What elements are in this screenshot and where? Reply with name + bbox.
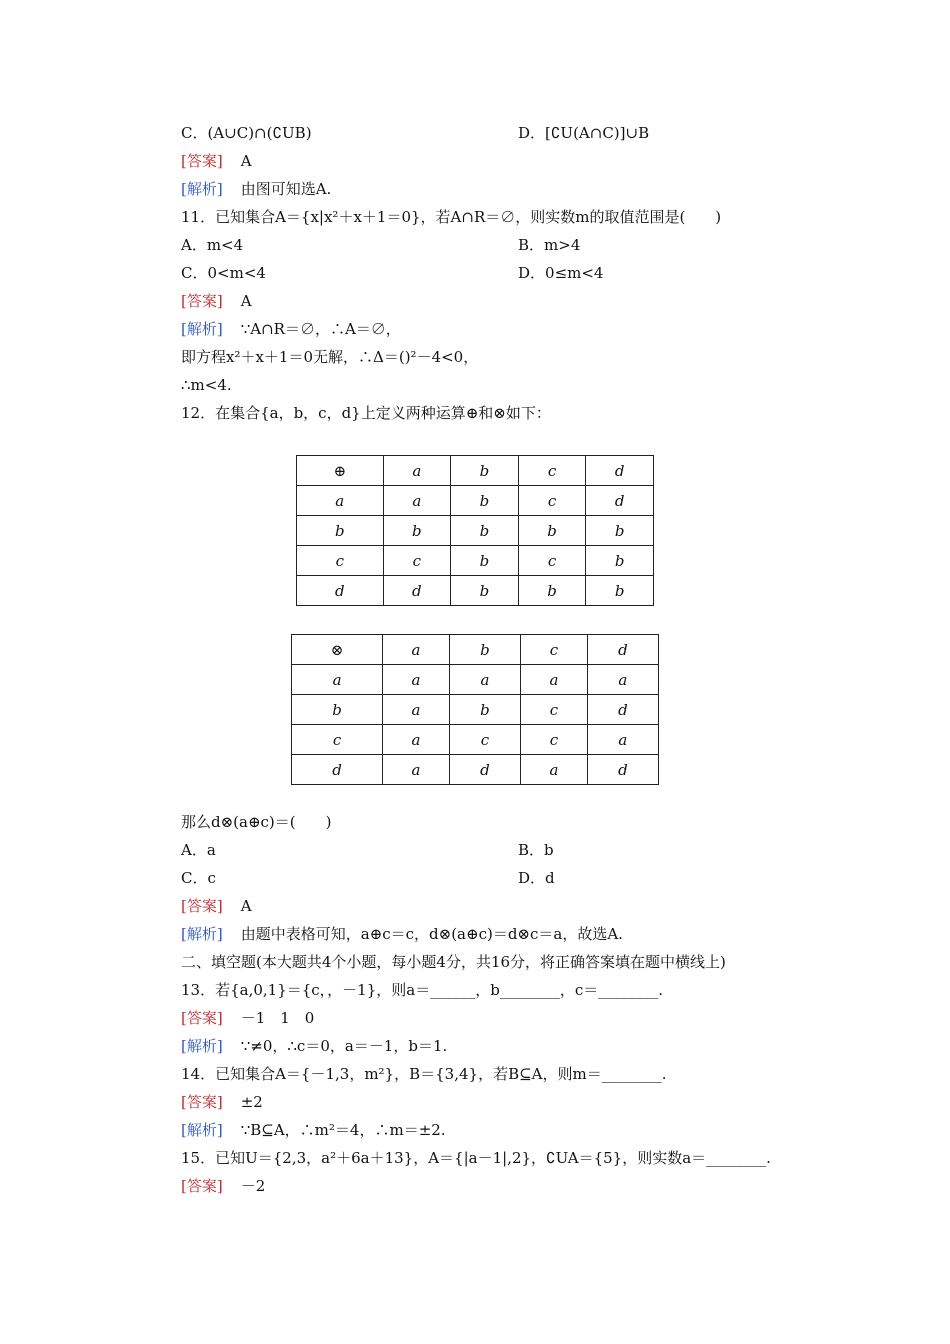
table-row	[297, 546, 654, 576]
table-cell: d	[587, 695, 658, 725]
table-cell: c	[518, 546, 586, 576]
table-cell: d	[297, 576, 384, 606]
table-row	[297, 516, 654, 546]
table-cell: b	[451, 456, 519, 486]
table-cell: c	[518, 456, 586, 486]
answer-value: A	[240, 152, 252, 170]
analysis-14	[181, 1120, 446, 1140]
analysis-text: 由题中表格可知，a⊕c＝c，d⊗(a⊕c)＝d⊗c＝a，故选A.	[240, 925, 623, 943]
analysis-13	[181, 1036, 447, 1056]
table-cell: a	[449, 665, 520, 695]
table-cell: a	[292, 665, 383, 695]
analysis-text: ∵≠0，∴c＝0，a＝－1，b＝1.	[240, 1037, 448, 1055]
operator-cell: ⊕	[297, 456, 384, 486]
table-cell: b	[449, 635, 520, 665]
table-cell: d	[586, 486, 654, 516]
answer-tag: [答案]	[181, 897, 223, 915]
answer-tag: [答案]	[181, 1093, 223, 1111]
table-cell: d	[587, 755, 658, 785]
analysis-tag: [解析]	[181, 1121, 223, 1139]
table-header-row	[297, 456, 654, 486]
table-cell: b	[586, 546, 654, 576]
question-12-ask: 那么d⊗(a⊕c)＝( )	[181, 813, 332, 831]
choice-12a: A．a	[181, 841, 216, 859]
table-cell: a	[383, 725, 450, 755]
choice-12b: B．b	[518, 841, 554, 859]
table-cell: b	[383, 516, 451, 546]
analysis-11-line2: 即方程x²＋x＋1＝0无解，∴Δ＝()²－4<0，	[181, 348, 479, 366]
table-cell: a	[383, 755, 450, 785]
table-cell: c	[521, 695, 588, 725]
table-cell: b	[292, 695, 383, 725]
answer-15	[181, 1176, 265, 1196]
answer-10	[181, 151, 252, 171]
table-cell: c	[521, 725, 588, 755]
table-cell: a	[383, 456, 451, 486]
table-row	[292, 665, 659, 695]
table-cell: a	[587, 725, 658, 755]
table-cell: c	[297, 546, 384, 576]
analysis-11-line3: ∴m<4.	[181, 376, 232, 394]
analysis-tag: [解析]	[181, 180, 223, 198]
table-cell: b	[451, 486, 519, 516]
analysis-tag: [解析]	[181, 925, 223, 943]
table-cell: b	[518, 516, 586, 546]
table-cell: a	[297, 486, 384, 516]
table-cell: c	[292, 725, 383, 755]
table-row	[292, 755, 659, 785]
table-cell: a	[383, 635, 450, 665]
answer-12	[181, 896, 252, 916]
answer-value: －1 1 0	[240, 1009, 315, 1027]
table-cell: a	[521, 665, 588, 695]
table-cell: d	[292, 755, 383, 785]
table-row	[297, 486, 654, 516]
answer-14	[181, 1092, 263, 1112]
answer-value: A	[240, 897, 252, 915]
answer-tag: [答案]	[181, 1177, 223, 1195]
table-cell: b	[518, 576, 586, 606]
table-cell: c	[521, 635, 588, 665]
analysis-tag: [解析]	[181, 1037, 223, 1055]
table-cell: a	[521, 755, 588, 785]
question-13: 13．若{a,0,1}＝{c，，－1}，则a＝______，b________，c＝________.	[181, 981, 663, 999]
answer-value: A	[240, 292, 252, 310]
question-15: 15．已知U＝{2,3，a²＋6a＋13}，A＝{|a－1|,2}，∁UA＝{5}，则实数a＝________.	[181, 1149, 771, 1167]
choice-10c: C．(A∪C)∩(∁UB)	[181, 124, 312, 142]
analysis-12	[181, 924, 623, 944]
oplus-table	[296, 455, 654, 606]
table-cell: b	[586, 516, 654, 546]
question-14: 14．已知集合A＝{－1,3，m²}，B＝{3,4}，若B⊆A，则m＝________.	[181, 1065, 667, 1083]
answer-tag: [答案]	[181, 292, 223, 310]
table-row	[292, 695, 659, 725]
table-cell: a	[383, 695, 450, 725]
operator-cell: ⊗	[292, 635, 383, 665]
question-11: 11．已知集合A＝{x|x²＋x＋1＝0}，若A∩R＝∅，则实数m的取值范围是( )	[181, 208, 722, 226]
table-cell: c	[383, 546, 451, 576]
analysis-10	[181, 179, 331, 199]
table-cell: d	[586, 456, 654, 486]
table-cell: d	[383, 576, 451, 606]
answer-value: ±2	[240, 1093, 263, 1111]
table-cell: b	[451, 576, 519, 606]
analysis-text: 由图可知选A.	[240, 180, 332, 198]
otimes-table	[291, 634, 659, 785]
analysis-text: ∵B⊆A，∴m²＝4，∴m＝±2.	[240, 1121, 446, 1139]
answer-tag: [答案]	[181, 152, 223, 170]
analysis-tag: [解析]	[181, 320, 223, 338]
answer-value: －2	[240, 1177, 266, 1195]
table-row	[297, 576, 654, 606]
table-cell: b	[449, 695, 520, 725]
answer-13	[181, 1008, 314, 1028]
table-cell: a	[587, 665, 658, 695]
choice-11d: D．0≤m<4	[518, 264, 604, 282]
table-cell: b	[451, 546, 519, 576]
table-cell: d	[449, 755, 520, 785]
table-cell: a	[383, 665, 450, 695]
table-cell: b	[451, 516, 519, 546]
analysis-11	[181, 319, 401, 339]
question-12: 12．在集合{a，b，c，d}上定义两种运算⊕和⊗如下：	[181, 404, 551, 422]
answer-11	[181, 291, 252, 311]
section-heading: 二、填空题(本大题共4个小题，每小题4分，共16分，将正确答案填在题中横线上)	[181, 953, 726, 971]
choice-11c: C．0<m<4	[181, 264, 266, 282]
table-cell: c	[518, 486, 586, 516]
answer-tag: [答案]	[181, 1009, 223, 1027]
choice-12d: D．d	[518, 869, 555, 887]
table-cell: c	[449, 725, 520, 755]
choice-12c: C．c	[181, 869, 216, 887]
table-cell: b	[297, 516, 384, 546]
choice-10d: D．[∁U(A∩C)]∪B	[518, 124, 650, 142]
table-cell: a	[383, 486, 451, 516]
table-cell: b	[586, 576, 654, 606]
analysis-text: ∵A∩R＝∅，∴A＝∅，	[240, 320, 401, 338]
table-row	[292, 725, 659, 755]
table-header-row	[292, 635, 659, 665]
choice-11b: B．m>4	[518, 236, 581, 254]
choice-11a: A．m<4	[181, 236, 244, 254]
table-cell: d	[587, 635, 658, 665]
